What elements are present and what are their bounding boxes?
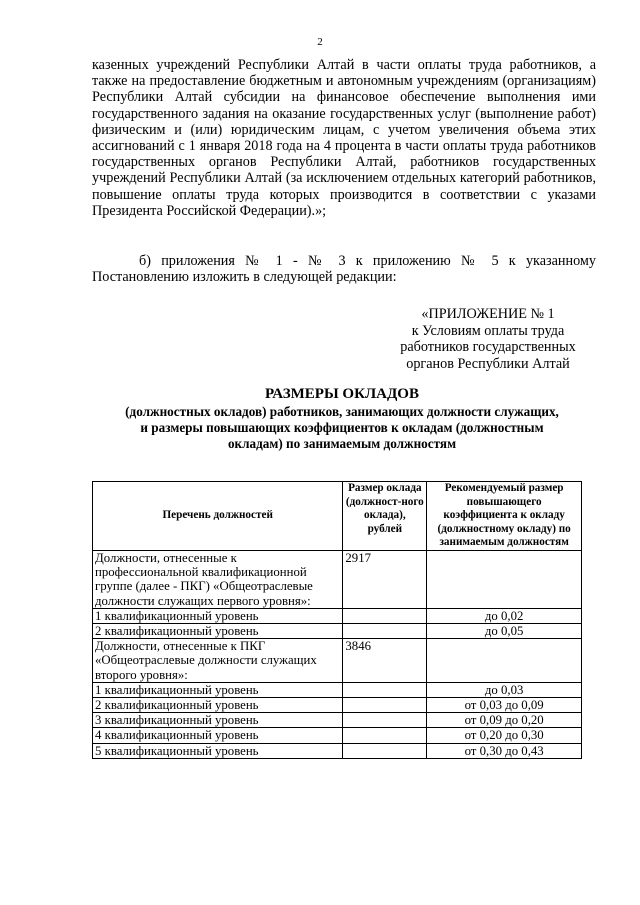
header-positions: Перечень должностей xyxy=(93,482,343,551)
table-row xyxy=(93,639,582,683)
cell-salary: 3846 xyxy=(343,639,427,683)
table-row xyxy=(93,728,582,743)
heading-subtitle-line: окладам) по занимаемым должностям xyxy=(227,436,457,451)
cell-position-name: 1 квалификационный уровень xyxy=(93,682,343,697)
cell-salary xyxy=(343,608,427,623)
cell-position-name: 1 квалификационный уровень xyxy=(93,608,343,623)
table-row xyxy=(93,550,582,608)
document-heading xyxy=(80,385,604,452)
appendix-line: к Условиям оплаты труда xyxy=(411,322,565,339)
cell-coefficient: до 0,03 xyxy=(427,682,582,697)
table-row xyxy=(93,682,582,697)
salary-table xyxy=(92,481,582,759)
header-salary: Размер оклада (должност-ного оклада), рублей xyxy=(343,482,427,551)
table-row xyxy=(93,608,582,623)
cell-coefficient: от 0,09 до 0,20 xyxy=(427,713,582,728)
cell-position-name: 2 квалификационный уровень xyxy=(93,698,343,713)
appendix-line: органов Республики Алтай xyxy=(406,355,570,372)
heading-subtitle-line: (должностных окладов) работников, занимающих должности служащих, xyxy=(125,404,559,419)
cell-position-name: 4 квалификационный уровень xyxy=(93,728,343,743)
cell-position-name: Должности, отнесенные к профессиональной квалификационной группе (далее - ПКГ) «Общеотраслевые должности служащих первого уровня»: xyxy=(93,550,343,608)
cell-salary xyxy=(343,698,427,713)
paragraph-continuation: казенных учреждений Республики Алтай в части оплаты труда работников, а также на предоставление бюджетным и автономным учреждениям (организациям) Республики Алтай субсидии на финансовое обеспечение выполнения ими государственного задания на оказание государственных услуг (выполнение работ) физическим и (или) юридическим лицам, с учетом увеличения объема этих ассигнований с 1 января 2018 года на 4 процента в части оплаты труда работников государственных органов Республики Алтай, работников государственных учреждений Республики Алтай (за исключением отдельных категорий работников, повышение оплаты труда которых производится в соответствии с указами Президента Российской Федерации).»; xyxy=(92,57,596,219)
table-header-row xyxy=(93,482,582,551)
cell-coefficient: до 0,05 xyxy=(427,623,582,638)
cell-coefficient xyxy=(427,550,582,608)
cell-position-name: 3 квалификационный уровень xyxy=(93,713,343,728)
cell-salary xyxy=(343,743,427,758)
cell-position-name: 2 квалификационный уровень xyxy=(93,623,343,638)
cell-salary xyxy=(343,682,427,697)
cell-position-name: Должности, отнесенные к ПКГ «Общеотраслевые должности служащих второго уровня»: xyxy=(93,639,343,683)
cell-salary xyxy=(343,713,427,728)
table-body xyxy=(93,550,582,758)
cell-coefficient: до 0,02 xyxy=(427,608,582,623)
table-row xyxy=(93,743,582,758)
appendix-line: «ПРИЛОЖЕНИЕ № 1 xyxy=(421,306,555,322)
appendix-line: работников государственных xyxy=(400,339,576,356)
cell-position-name: 5 квалификационный уровень xyxy=(93,743,343,758)
cell-coefficient: от 0,20 до 0,30 xyxy=(427,728,582,743)
cell-salary: 2917 xyxy=(343,550,427,608)
cell-salary xyxy=(343,728,427,743)
cell-coefficient: от 0,03 до 0,09 xyxy=(427,698,582,713)
page-number: 2 xyxy=(317,36,323,48)
heading-subtitle-line: и размеры повышающих коэффициентов к окладам (должностным xyxy=(140,420,544,435)
cell-salary xyxy=(343,623,427,638)
table-row xyxy=(93,713,582,728)
appendix-caption xyxy=(384,306,592,372)
cell-coefficient: от 0,30 до 0,43 xyxy=(427,743,582,758)
heading-title: РАЗМЕРЫ ОКЛАДОВ xyxy=(265,386,419,402)
table-row xyxy=(93,623,582,638)
header-coefficient: Рекомендуемый размер повышающего коэффициента к окладу (должностному окладу) по занимаемым должностям xyxy=(427,482,582,551)
paragraph-item-b: б) приложения № 1 - № 3 к приложению № 5 к указанному Постановлению изложить в следующей редакции: xyxy=(92,253,596,286)
cell-coefficient xyxy=(427,639,582,683)
table-row xyxy=(93,698,582,713)
